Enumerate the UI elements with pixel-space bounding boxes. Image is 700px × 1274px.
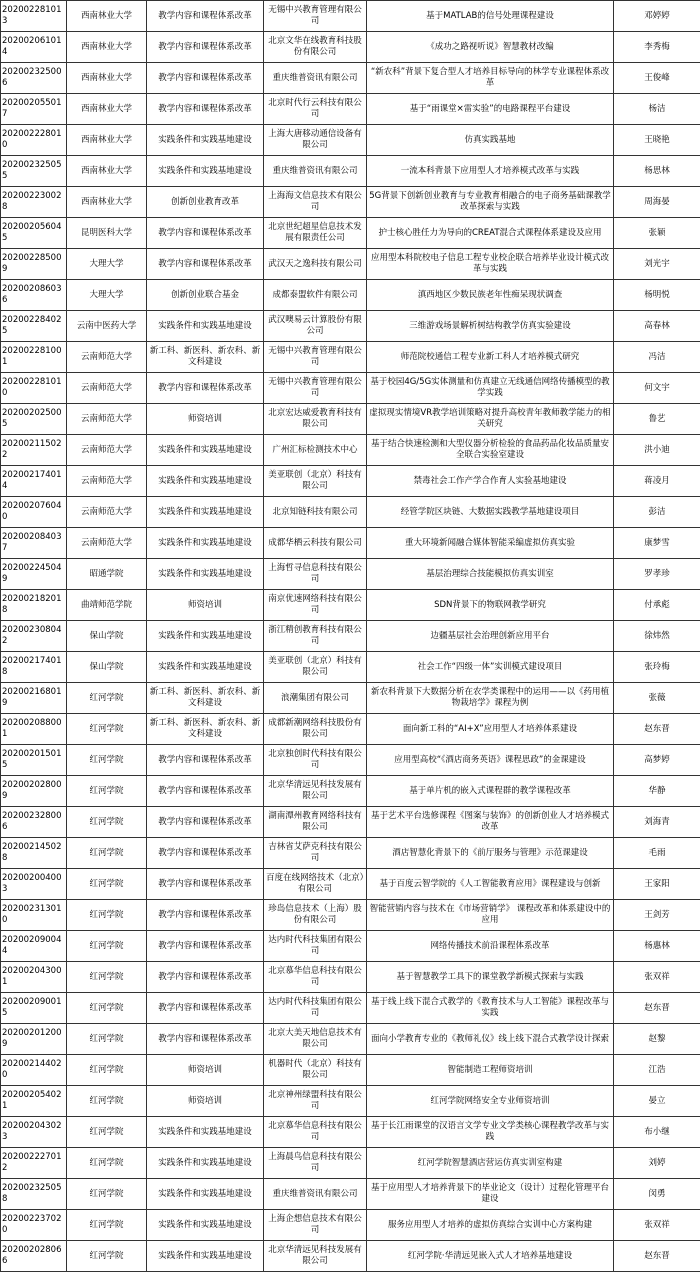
- university-cell: 西南林业大学: [67, 1, 147, 32]
- project-id-cell: 202002308042: [1, 621, 67, 652]
- table-row: [1, 249, 700, 280]
- project-title-cell: 社会工作“四级一体”实训模式建设项目: [367, 652, 614, 683]
- project-table-body: [1, 1, 700, 1272]
- project-id-cell: 202002115022: [1, 435, 67, 466]
- project-title-cell: 基于“雨课堂×雷实验”的电路课程平台建设: [367, 94, 614, 125]
- project-id-cell: 202002056045: [1, 218, 67, 249]
- project-title-cell: SDN背景下的物联网教学研究: [367, 590, 614, 621]
- university-cell: 红河学院: [67, 683, 147, 714]
- leader-cell: 布小继: [614, 1117, 700, 1148]
- university-cell: 西南林业大学: [67, 63, 147, 94]
- leader-cell: 杨惠林: [614, 931, 700, 962]
- project-title-cell: 服务应用型人才培养的虚拟仿真综合实训中心方案构建: [367, 1210, 614, 1241]
- university-cell: 红河学院: [67, 807, 147, 838]
- project-title-cell: 面向小学教育专业的《教师礼仪》线上线下混合式教学设计探索: [367, 1024, 614, 1055]
- project-title-cell: 基于艺术平台选修课程《图案与装饰》的创新创业人才培养模式改革: [367, 807, 614, 838]
- project-type-cell: 教学内容和课程体系改革: [147, 807, 264, 838]
- project-type-cell: 教学内容和课程体系改革: [147, 931, 264, 962]
- table-row: [1, 466, 700, 497]
- company-cell: 广州汇标检测技术中心: [264, 435, 367, 466]
- leader-cell: 李秀梅: [614, 32, 700, 63]
- project-type-cell: 教学内容和课程体系改革: [147, 218, 264, 249]
- table-row: [1, 900, 700, 931]
- company-cell: 重庆维普资讯有限公司: [264, 156, 367, 187]
- project-type-cell: 师资培训: [147, 404, 264, 435]
- company-cell: 达内时代科技集团有限公司: [264, 931, 367, 962]
- table-row: [1, 311, 700, 342]
- table-row: [1, 187, 700, 218]
- project-type-cell: 实践条件和实践基地建设: [147, 1210, 264, 1241]
- project-title-cell: 《成功之路视听说》智慧教材改编: [367, 32, 614, 63]
- company-cell: 北京世纪超星信息技术发展有限责任公司: [264, 218, 367, 249]
- leader-cell: 毛雨: [614, 838, 700, 869]
- project-id-cell: 202002054021: [1, 1086, 67, 1117]
- project-type-cell: 实践条件和实践基地建设: [147, 311, 264, 342]
- company-cell: 美亚联创（北京）科技有限公司: [264, 652, 367, 683]
- leader-cell: 彭洁: [614, 497, 700, 528]
- table-row: [1, 776, 700, 807]
- project-type-cell: 实践条件和实践基地建设: [147, 466, 264, 497]
- project-title-cell: 基层治理综合技能模拟仿真实训室: [367, 559, 614, 590]
- project-id-cell: 202002025005: [1, 404, 67, 435]
- company-cell: 重庆维普资讯有限公司: [264, 1179, 367, 1210]
- table-row: [1, 63, 700, 94]
- table-row: [1, 435, 700, 466]
- table-row: [1, 1024, 700, 1055]
- leader-cell: 华静: [614, 776, 700, 807]
- company-cell: 成都新潮网络科技股份有限公司: [264, 714, 367, 745]
- project-type-cell: 实践条件和实践基地建设: [147, 559, 264, 590]
- leader-cell: 杨洁: [614, 94, 700, 125]
- project-title-cell: 智能制造工程师资培训: [367, 1055, 614, 1086]
- project-id-cell: 202002086036: [1, 280, 67, 311]
- university-cell: 西南林业大学: [67, 32, 147, 63]
- company-cell: 北京慕华信息科技有限公司: [264, 1117, 367, 1148]
- project-type-cell: 实践条件和实践基地建设: [147, 435, 264, 466]
- project-title-cell: 新农科背景下大数据分析在农学类课程中的运用——以《药用植物栽培学》课程为例: [367, 683, 614, 714]
- table-row: [1, 528, 700, 559]
- leader-cell: 晏立: [614, 1086, 700, 1117]
- project-title-cell: 边疆基层社会治理创新应用平台: [367, 621, 614, 652]
- university-cell: 保山学院: [67, 652, 147, 683]
- project-type-cell: 教学内容和课程体系改革: [147, 249, 264, 280]
- project-type-cell: 实践条件和实践基地建设: [147, 1241, 264, 1272]
- university-cell: 红河学院: [67, 1117, 147, 1148]
- project-type-cell: 教学内容和课程体系改革: [147, 993, 264, 1024]
- project-id-cell: 202002227012: [1, 1148, 67, 1179]
- university-cell: 红河学院: [67, 993, 147, 1024]
- company-cell: 珍岛信息技术（上海）股份有限公司: [264, 900, 367, 931]
- project-type-cell: 新工科、新医科、新农科、新文科建设: [147, 683, 264, 714]
- table-row: [1, 1241, 700, 1272]
- project-type-cell: 师资培训: [147, 1086, 264, 1117]
- leader-cell: 徐炜然: [614, 621, 700, 652]
- project-id-cell: 202002015015: [1, 745, 67, 776]
- leader-cell: 何文宇: [614, 373, 700, 404]
- university-cell: 红河学院: [67, 900, 147, 931]
- company-cell: 无锡中兴教育管理有限公司: [264, 1, 367, 32]
- university-cell: 西南林业大学: [67, 187, 147, 218]
- project-title-cell: 禁毒社会工作产学合作育人实验基地建设: [367, 466, 614, 497]
- table-row: [1, 869, 700, 900]
- project-title-cell: 虚拟现实情境VR教学培训策略对提升高校青年教师教学能力的相关研究: [367, 404, 614, 435]
- table-row: [1, 652, 700, 683]
- project-type-cell: 教学内容和课程体系改革: [147, 900, 264, 931]
- table-row: [1, 683, 700, 714]
- project-id-cell: 202002281010: [1, 373, 67, 404]
- project-title-cell: 基于校园4G/5G实体测量和仿真建立无线通信网络传播模型的教学实践: [367, 373, 614, 404]
- project-id-cell: 202002182018: [1, 590, 67, 621]
- table-row: [1, 218, 700, 249]
- company-cell: 百度在线网络技术（北京）有限公司: [264, 869, 367, 900]
- project-type-cell: 实践条件和实践基地建设: [147, 1117, 264, 1148]
- project-title-cell: 基于MATLAB的信号处理课程建设: [367, 1, 614, 32]
- table-row: [1, 962, 700, 993]
- project-id-cell: 202002028009: [1, 776, 67, 807]
- leader-cell: 高梦婷: [614, 745, 700, 776]
- leader-cell: 付承彪: [614, 590, 700, 621]
- university-cell: 云南师范大学: [67, 342, 147, 373]
- project-id-cell: 202002145028: [1, 838, 67, 869]
- university-cell: 云南师范大学: [67, 373, 147, 404]
- university-cell: 大理大学: [67, 280, 147, 311]
- table-row: [1, 125, 700, 156]
- project-title-cell: 基于应用型人才培养背景下的毕业论文（设计）过程化管理平台建设: [367, 1179, 614, 1210]
- project-type-cell: 实践条件和实践基地建设: [147, 125, 264, 156]
- leader-cell: 王俊峰: [614, 63, 700, 94]
- project-title-cell: 基于百度云智学院的《人工智能教育应用》课程建设与创新: [367, 869, 614, 900]
- project-title-cell: 红河学院智慧酒店营运仿真实训室构建: [367, 1148, 614, 1179]
- project-title-cell: 经管学院区块链、大数据实践教学基地建设项目: [367, 497, 614, 528]
- project-title-cell: 一流本科背景下应用型人才培养模式改革与实践: [367, 156, 614, 187]
- project-type-cell: 新工科、新医科、新农科、新文科建设: [147, 714, 264, 745]
- university-cell: 红河学院: [67, 1210, 147, 1241]
- leader-cell: 洪小迪: [614, 435, 700, 466]
- company-cell: 北京宏达威爱教育科技有限公司: [264, 404, 367, 435]
- leader-cell: 冯洁: [614, 342, 700, 373]
- table-row: [1, 32, 700, 63]
- leader-cell: 刘婷: [614, 1148, 700, 1179]
- project-title-cell: “新农科”背景下复合型人才培养目标导向的林学专业课程体系改革: [367, 63, 614, 94]
- project-id-cell: 202002328006: [1, 807, 67, 838]
- university-cell: 红河学院: [67, 1055, 147, 1086]
- university-cell: 大理大学: [67, 249, 147, 280]
- university-cell: 西南林业大学: [67, 125, 147, 156]
- project-type-cell: 实践条件和实践基地建设: [147, 652, 264, 683]
- project-id-cell: 202002230028: [1, 187, 67, 218]
- university-cell: 红河学院: [67, 1179, 147, 1210]
- project-type-cell: 新工科、新医科、新农科、新文科建设: [147, 342, 264, 373]
- project-id-cell: 202002285009: [1, 249, 67, 280]
- project-id-cell: 202002090044: [1, 931, 67, 962]
- leader-cell: 赵东晋: [614, 714, 700, 745]
- table-row: [1, 156, 700, 187]
- company-cell: 武汉噢易云计算股份有限公司: [264, 311, 367, 342]
- project-id-cell: 202002076040: [1, 497, 67, 528]
- project-id-cell: 202002228010: [1, 125, 67, 156]
- project-type-cell: 师资培训: [147, 590, 264, 621]
- project-title-cell: 滇西地区少数民族老年性痴呆现状调查: [367, 280, 614, 311]
- project-id-cell: 202002281013: [1, 1, 67, 32]
- project-id-cell: 202002043023: [1, 1117, 67, 1148]
- table-row: [1, 931, 700, 962]
- company-cell: 北京华清远见科技发展有限公司: [264, 1241, 367, 1272]
- leader-cell: 赵东晋: [614, 1241, 700, 1272]
- project-type-cell: 创新创业教育改革: [147, 187, 264, 218]
- university-cell: 云南师范大学: [67, 435, 147, 466]
- company-cell: 美亚联创（北京）科技有限公司: [264, 466, 367, 497]
- leader-cell: 王晓艳: [614, 125, 700, 156]
- company-cell: 南京优速网络科技有限公司: [264, 590, 367, 621]
- project-title-cell: 护士核心胜任力为导向的CREAT混合式课程体系建设及应用: [367, 218, 614, 249]
- project-id-cell: 202002168019: [1, 683, 67, 714]
- company-cell: 重庆维普资讯有限公司: [264, 63, 367, 94]
- project-type-cell: 实践条件和实践基地建设: [147, 497, 264, 528]
- leader-cell: 杨明悦: [614, 280, 700, 311]
- project-title-cell: 红河学院·华清远见嵌入式人才培养基地建设: [367, 1241, 614, 1272]
- leader-cell: 王家阳: [614, 869, 700, 900]
- company-cell: 浪潮集团有限公司: [264, 683, 367, 714]
- leader-cell: 杨思林: [614, 156, 700, 187]
- university-cell: 昭通学院: [67, 559, 147, 590]
- project-type-cell: 实践条件和实践基地建设: [147, 528, 264, 559]
- project-title-cell: 网络传播技术前沿课程体系改革: [367, 931, 614, 962]
- project-type-cell: 教学内容和课程体系改革: [147, 1, 264, 32]
- company-cell: 上海海文信息技术有限公司: [264, 187, 367, 218]
- company-cell: 吉林省艾萨克科技有限公司: [264, 838, 367, 869]
- project-id-cell: 202002055017: [1, 94, 67, 125]
- project-title-cell: 基于结合快速检测和大型仪器分析检验的食品药品化妆品质量安全联合实验室建设: [367, 435, 614, 466]
- company-cell: 成都华栖云科技有限公司: [264, 528, 367, 559]
- project-type-cell: 教学内容和课程体系改革: [147, 32, 264, 63]
- leader-cell: 高春林: [614, 311, 700, 342]
- university-cell: 曲靖师范学院: [67, 590, 147, 621]
- project-type-cell: 实践条件和实践基地建设: [147, 1148, 264, 1179]
- project-type-cell: 教学内容和课程体系改革: [147, 838, 264, 869]
- university-cell: 红河学院: [67, 1086, 147, 1117]
- company-cell: 无锡中兴教育管理有限公司: [264, 373, 367, 404]
- project-id-cell: 202002061014: [1, 32, 67, 63]
- university-cell: 红河学院: [67, 962, 147, 993]
- project-type-cell: 教学内容和课程体系改革: [147, 869, 264, 900]
- project-type-cell: 教学内容和课程体系改革: [147, 962, 264, 993]
- leader-cell: 王剑芳: [614, 900, 700, 931]
- leader-cell: 刘光宇: [614, 249, 700, 280]
- company-cell: 浙江精创教育科技有限公司: [264, 621, 367, 652]
- university-cell: 保山学院: [67, 621, 147, 652]
- table-row: [1, 745, 700, 776]
- university-cell: 昆明医科大学: [67, 218, 147, 249]
- project-type-cell: 教学内容和课程体系改革: [147, 94, 264, 125]
- project-id-cell: 202002043001: [1, 962, 67, 993]
- leader-cell: 蒋凌月: [614, 466, 700, 497]
- project-title-cell: 三维游戏场景解析树结构教学仿真实验建设: [367, 311, 614, 342]
- university-cell: 红河学院: [67, 931, 147, 962]
- university-cell: 红河学院: [67, 1024, 147, 1055]
- project-title-cell: 基于线上线下混合式教学的《教育技术与人工智能》课程改革与实践: [367, 993, 614, 1024]
- table-row: [1, 1117, 700, 1148]
- project-type-cell: 教学内容和课程体系改革: [147, 63, 264, 94]
- company-cell: 湖南潭州教育网络科技有限公司: [264, 807, 367, 838]
- table-row: [1, 94, 700, 125]
- project-id-cell: 202002245049: [1, 559, 67, 590]
- university-cell: 云南中医药大学: [67, 311, 147, 342]
- table-row: [1, 993, 700, 1024]
- project-type-cell: 实践条件和实践基地建设: [147, 156, 264, 187]
- project-type-cell: 教学内容和课程体系改革: [147, 745, 264, 776]
- table-row: [1, 404, 700, 435]
- project-type-cell: 创新创业联合基金: [147, 280, 264, 311]
- project-title-cell: 基于智慧教学工具下的课堂教学新模式探索与实践: [367, 962, 614, 993]
- project-type-cell: 教学内容和课程体系改革: [147, 1024, 264, 1055]
- university-cell: 红河学院: [67, 1241, 147, 1272]
- table-row: [1, 807, 700, 838]
- leader-cell: 刘海青: [614, 807, 700, 838]
- project-id-cell: 202002084037: [1, 528, 67, 559]
- project-id-cell: 202002174018: [1, 652, 67, 683]
- company-cell: 上海企想信息技术有限公司: [264, 1210, 367, 1241]
- table-row: [1, 621, 700, 652]
- company-cell: 北京文华在线教育科技股份有限公司: [264, 32, 367, 63]
- university-cell: 云南师范大学: [67, 497, 147, 528]
- project-title-cell: 5G背景下创新创业教育与专业教育相融合的电子商务基础课教学改革探索与实践: [367, 187, 614, 218]
- table-row: [1, 1, 700, 32]
- company-cell: 达内时代科技集团有限公司: [264, 993, 367, 1024]
- university-cell: 红河学院: [67, 714, 147, 745]
- university-cell: 云南师范大学: [67, 404, 147, 435]
- project-type-cell: 教学内容和课程体系改革: [147, 776, 264, 807]
- table-row: [1, 1055, 700, 1086]
- project-title-cell: 应用型本科院校电子信息工程专业校企联合培养毕业设计模式改革与实践: [367, 249, 614, 280]
- university-cell: 红河学院: [67, 869, 147, 900]
- leader-cell: 张双祥: [614, 962, 700, 993]
- university-cell: 云南师范大学: [67, 528, 147, 559]
- leader-cell: 康梦雪: [614, 528, 700, 559]
- project-type-cell: 实践条件和实践基地建设: [147, 1179, 264, 1210]
- table-row: [1, 342, 700, 373]
- project-title-cell: 酒店智慧化背景下的《前厅服务与管理》示范课建设: [367, 838, 614, 869]
- project-id-cell: 202002088001: [1, 714, 67, 745]
- company-cell: 武汉天之逸科技有限公司: [264, 249, 367, 280]
- university-cell: 云南师范大学: [67, 466, 147, 497]
- leader-cell: 张玲梅: [614, 652, 700, 683]
- leader-cell: 鲁艺: [614, 404, 700, 435]
- table-row: [1, 559, 700, 590]
- table-row: [1, 1086, 700, 1117]
- university-cell: 红河学院: [67, 838, 147, 869]
- project-id-cell: 202002028066: [1, 1241, 67, 1272]
- table-row: [1, 1179, 700, 1210]
- company-cell: 成都泰盟软件有限公司: [264, 280, 367, 311]
- table-row: [1, 497, 700, 528]
- table-row: [1, 838, 700, 869]
- project-title-cell: 重大环境新闻融合媒体智能采编虚拟仿真实验: [367, 528, 614, 559]
- project-id-cell: 202002237020: [1, 1210, 67, 1241]
- project-title-cell: 面向新工科的“AI+X”应用型人才培养体系建设: [367, 714, 614, 745]
- company-cell: 上海晨鸟信息科技有限公司: [264, 1148, 367, 1179]
- leader-cell: 张颖: [614, 218, 700, 249]
- company-cell: 北京时代行云科技有限公司: [264, 94, 367, 125]
- project-type-cell: 师资培训: [147, 1055, 264, 1086]
- leader-cell: 张双祥: [614, 1210, 700, 1241]
- university-cell: 西南林业大学: [67, 156, 147, 187]
- university-cell: 西南林业大学: [67, 94, 147, 125]
- table-row: [1, 1210, 700, 1241]
- table-row: [1, 590, 700, 621]
- project-id-cell: 202002090015: [1, 993, 67, 1024]
- project-title-cell: 仿真实践基地: [367, 125, 614, 156]
- project-title-cell: 应用型高校“《酒店商务英语》课程思政”的金课建设: [367, 745, 614, 776]
- table-row: [1, 714, 700, 745]
- table-row: [1, 373, 700, 404]
- leader-cell: 周海晏: [614, 187, 700, 218]
- leader-cell: 江浩: [614, 1055, 700, 1086]
- leader-cell: 邓婷婷: [614, 1, 700, 32]
- leader-cell: 赵东晋: [614, 993, 700, 1024]
- company-cell: 机器时代（北京）科技有限公司: [264, 1055, 367, 1086]
- table-row: [1, 280, 700, 311]
- project-type-cell: 教学内容和课程体系改革: [147, 373, 264, 404]
- project-id-cell: 202002284025: [1, 311, 67, 342]
- project-id-cell: 202002174014: [1, 466, 67, 497]
- project-title-cell: 师范院校通信工程专业新工科人才培养模式研究: [367, 342, 614, 373]
- project-id-cell: 202002281001: [1, 342, 67, 373]
- project-id-cell: 202002012009: [1, 1024, 67, 1055]
- table-row: [1, 1148, 700, 1179]
- project-title-cell: 基于长江雨课堂的汉语言文学专业文学类核心课程教学改革与实践: [367, 1117, 614, 1148]
- university-cell: 红河学院: [67, 745, 147, 776]
- company-cell: 北京慕华信息科技有限公司: [264, 962, 367, 993]
- company-cell: 上海哲寻信息科技有限公司: [264, 559, 367, 590]
- project-title-cell: 智能营销内容与技术在《市场营销学》 课程改革和体系建设中的应用: [367, 900, 614, 931]
- project-id-cell: 202002325006: [1, 63, 67, 94]
- company-cell: 北京大美天地信息技术有限公司: [264, 1024, 367, 1055]
- leader-cell: 张薇: [614, 683, 700, 714]
- company-cell: 北京独创时代科技有限公司: [264, 745, 367, 776]
- project-id-cell: 202002325058: [1, 1179, 67, 1210]
- leader-cell: 闵勇: [614, 1179, 700, 1210]
- leader-cell: 罗孝珍: [614, 559, 700, 590]
- company-cell: 北京华清远见科技发展有限公司: [264, 776, 367, 807]
- project-type-cell: 实践条件和实践基地建设: [147, 621, 264, 652]
- project-title-cell: 基于单片机的嵌入式课程群的教学课程改革: [367, 776, 614, 807]
- project-id-cell: 202002325055: [1, 156, 67, 187]
- project-id-cell: 202002004003: [1, 869, 67, 900]
- project-id-cell: 202002144020: [1, 1055, 67, 1086]
- leader-cell: 赵黎: [614, 1024, 700, 1055]
- project-id-cell: 202002313010: [1, 900, 67, 931]
- company-cell: 北京神州绿盟科技有限公司: [264, 1086, 367, 1117]
- project-title-cell: 红河学院网络安全专业师资培训: [367, 1086, 614, 1117]
- university-cell: 红河学院: [67, 1148, 147, 1179]
- company-cell: 上海大唐移动通信设备有限公司: [264, 125, 367, 156]
- company-cell: 北京知链科技有限公司: [264, 497, 367, 528]
- university-cell: 红河学院: [67, 776, 147, 807]
- company-cell: 无锡中兴教育管理有限公司: [264, 342, 367, 373]
